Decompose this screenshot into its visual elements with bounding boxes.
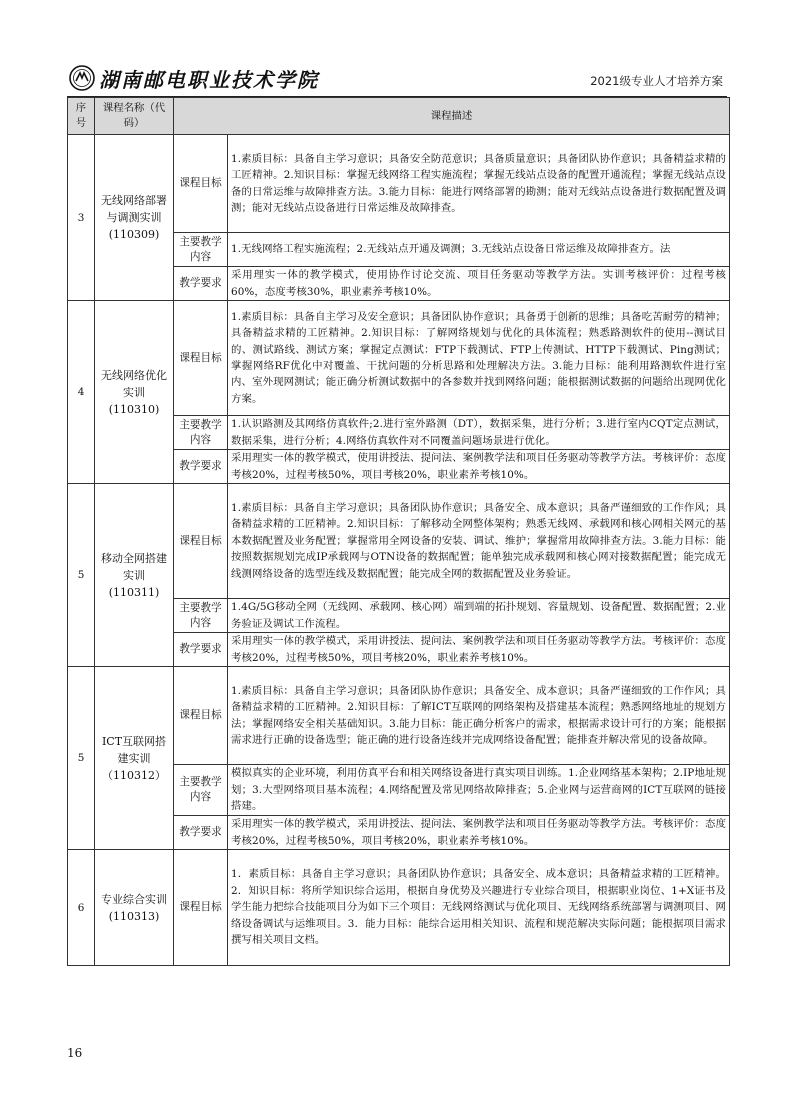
course-code: (110313) bbox=[108, 909, 160, 923]
objectives-text: 1.素质目标：具备自主学习意识；具备团队协作意识；具备安全、成本意识；具备严谨细致的工作作风；具备精益求精的工匠精神。2.知识目标：了解ICT互联网的网络架构及搭建基本流程；熟悉网络地址的规划方法；掌握网络安全相关基础知识。3.能力目标：能正确分析客户的需求，根据需求设计可行的方案；能根据需求进行正确的设备选型；能正确的进行设备连线并完成网络设备配置；能排查并解决常见的设备故障。 bbox=[228, 667, 730, 765]
objectives-text: 1．素质目标：具备自主学习意识；具备团队协作意识；具备安全、成本意识；具备精益求精的工匠精神。2．知识目标：将所学知识综合运用，根据自身优势及兴趣进行专业综合项目，根据职业岗位、1+X证书及学生能力把综合技能项目分为如下三个项目：无线网络测试与优化项目、无线网络系统部署与调测项目、网络设备调试与运维项目。3．能力目标：能综合运用相关知识、流程和规范解决实际问题；能根据项目需求撰写相关项目文档。 bbox=[228, 850, 730, 966]
objectives-label: 课程目标 bbox=[174, 135, 228, 233]
requirements-label: 教学要求 bbox=[174, 816, 228, 850]
content-text: 1.认识路测及其网络仿真软件;2.进行室外路测（DT），数据采集，进行分析；3.进行室内CQT定点测试，数据采集，进行分析；4.网络仿真软件对不同覆盖问题场景进行优化。 bbox=[228, 416, 730, 450]
course-name bbox=[95, 667, 174, 850]
objectives-text: 1.素质目标：具备自主学习意识；具备安全防范意识；具备质量意识；具备团队协作意识；具备精益求精的工匠精神。2.知识目标：掌握无线网络工程实施流程；掌握无线站点设备的配置开通流程；掌握无线站点设备的日常运维与故障排查方法。3.能力目标：能进行网络部署的勘测；能对无线站点设备进行数据配置及调测；能对无线站点设备进行日常运维及故障排查。 bbox=[228, 135, 730, 233]
course-title: 无线网络部署与调测实训 bbox=[101, 194, 167, 224]
content-label: 主要教学内容 bbox=[174, 416, 228, 450]
requirements-text: 采用理实一体的教学模式，使用讲授法、提问法、案例教学法和项目任务驱动等教学方法。考核评价：态度考核20%，过程考核50%，项目考核20%，职业素养考核10%。 bbox=[228, 450, 730, 484]
row-number: 3 bbox=[68, 135, 95, 301]
school-name: 湖南邮电职业技术学院 bbox=[99, 67, 319, 92]
content-text: 1.4G/5G移动全网（无线网、承载网、核心网）端到端的拓扑规划、容量规划、设备配置、数据配置；2.业务验证及调试工作流程。 bbox=[228, 599, 730, 633]
table-row bbox=[68, 301, 730, 416]
table-header-row bbox=[68, 98, 730, 135]
content-label: 主要教学内容 bbox=[174, 233, 228, 267]
course-name bbox=[95, 301, 174, 484]
row-number: 6 bbox=[68, 850, 95, 966]
header-seq: 序号 bbox=[68, 98, 95, 135]
course-title: ICT互联网搭建实训 bbox=[101, 734, 167, 765]
row-number: 5 bbox=[68, 484, 95, 667]
content-text: 模拟真实的企业环境，利用仿真平台和相关网络设备进行真实项目训练。1.企业网络基本架构；2.IP地址规划；3.大型网络项目基本流程；4.网络配置及常见网络故障排查；5.企业网与运营商网的ICT互联网的链接搭建。 bbox=[228, 765, 730, 816]
requirements-label: 教学要求 bbox=[174, 450, 228, 484]
course-name bbox=[95, 850, 174, 966]
school-logo bbox=[69, 64, 319, 92]
objectives-label: 课程目标 bbox=[174, 301, 228, 416]
page-header bbox=[67, 62, 727, 97]
table-row bbox=[68, 135, 730, 233]
header-course: 课程名称（代码） bbox=[95, 98, 174, 135]
course-title: 无线网络优化实训 bbox=[101, 368, 167, 399]
header-description: 课程描述 bbox=[174, 98, 730, 135]
course-table bbox=[67, 97, 730, 966]
course-code: （110312） bbox=[102, 768, 166, 782]
objectives-label: 课程目标 bbox=[174, 484, 228, 599]
objectives-label: 课程目标 bbox=[174, 850, 228, 966]
requirements-text: 采用理实一体的教学模式，使用协作讨论交流、项目任务驱动等教学方法。实训考核评价：过程考核60%，态度考核30%，职业素养考核10%。 bbox=[228, 267, 730, 301]
school-seal-icon bbox=[69, 65, 95, 91]
table-row bbox=[68, 850, 730, 966]
content-label: 主要教学内容 bbox=[174, 765, 228, 816]
course-title: 专业综合实训 bbox=[101, 892, 167, 906]
row-number: 4 bbox=[68, 301, 95, 484]
course-code: (110309) bbox=[108, 228, 160, 241]
course-code: (110310) bbox=[108, 402, 160, 416]
requirements-text: 采用理实一体的教学模式，采用讲授法、提问法、案例教学法和项目任务驱动等教学方法。考核评价：态度考核20%，过程考核50%，项目考核20%，职业素养考核10%。 bbox=[228, 816, 730, 850]
content-label: 主要教学内容 bbox=[174, 599, 228, 633]
table-row bbox=[68, 667, 730, 765]
course-name bbox=[95, 484, 174, 667]
table-row bbox=[68, 484, 730, 599]
course-title: 移动全网搭建实训 bbox=[101, 551, 167, 582]
objectives-label: 课程目标 bbox=[174, 667, 228, 765]
requirements-label: 教学要求 bbox=[174, 633, 228, 667]
objectives-text: 1.素质目标：具备自主学习及安全意识；具备团队协作意识；具备勇于创新的思维；具备吃苦耐劳的精神；具备精益求精的工匠精神。2.知识目标：了解网络规划与优化的具体流程；熟悉路测软件的使用--测试目的、测试路线、测试方案；掌握定点测试：FTP下载测试、FTP上传测试、HTTP下载测试、Ping测试；掌握网络RF优化中对覆盖、干扰问题的分析思路和处理解决方法。3.能力目标：能利用路测软件进行室内、室外现网测试；能正确分析测试数据中的各参数并找到网络问题；能根据测试数据的问题给出现网优化方案。 bbox=[228, 301, 730, 416]
objectives-text: 1.素质目标：具备自主学习意识；具备团队协作意识；具备安全、成本意识；具备严谨细致的工作作风；具备精益求精的工匠精神。2.知识目标：了解移动全网整体架构；熟悉无线网、承载网和核心网相关网元的基本数据配置及业务配置；掌握常用全网设备的安装、调试、维护；掌握常用故障排查方法。3.能力目标：能按照数据规划完成IP承载网与OTN设备的数据配置；能单独完成承载网和核心网对接数据配置；能完成无线测网络设备的选型连线及数据配置；能完成全网的数据配置及业务验证。 bbox=[228, 484, 730, 599]
course-code: (110311) bbox=[108, 585, 160, 599]
requirements-text: 采用理实一体的教学模式，采用讲授法、提问法、案例教学法和项目任务驱动等教学方法。考核评价：态度考核20%，过程考核50%，项目考核20%，职业素养考核10%。 bbox=[228, 633, 730, 667]
requirements-label: 教学要求 bbox=[174, 267, 228, 301]
page-number: 16 bbox=[67, 1046, 83, 1060]
row-number: 5 bbox=[68, 667, 95, 850]
document-title: 2021级专业人才培养方案 bbox=[590, 74, 723, 88]
content-text: 1.无线网络工程实施流程；2.无线站点开通及调测；3.无线站点设备日常运维及故障排查方。法 bbox=[228, 233, 730, 267]
course-name bbox=[95, 135, 174, 301]
